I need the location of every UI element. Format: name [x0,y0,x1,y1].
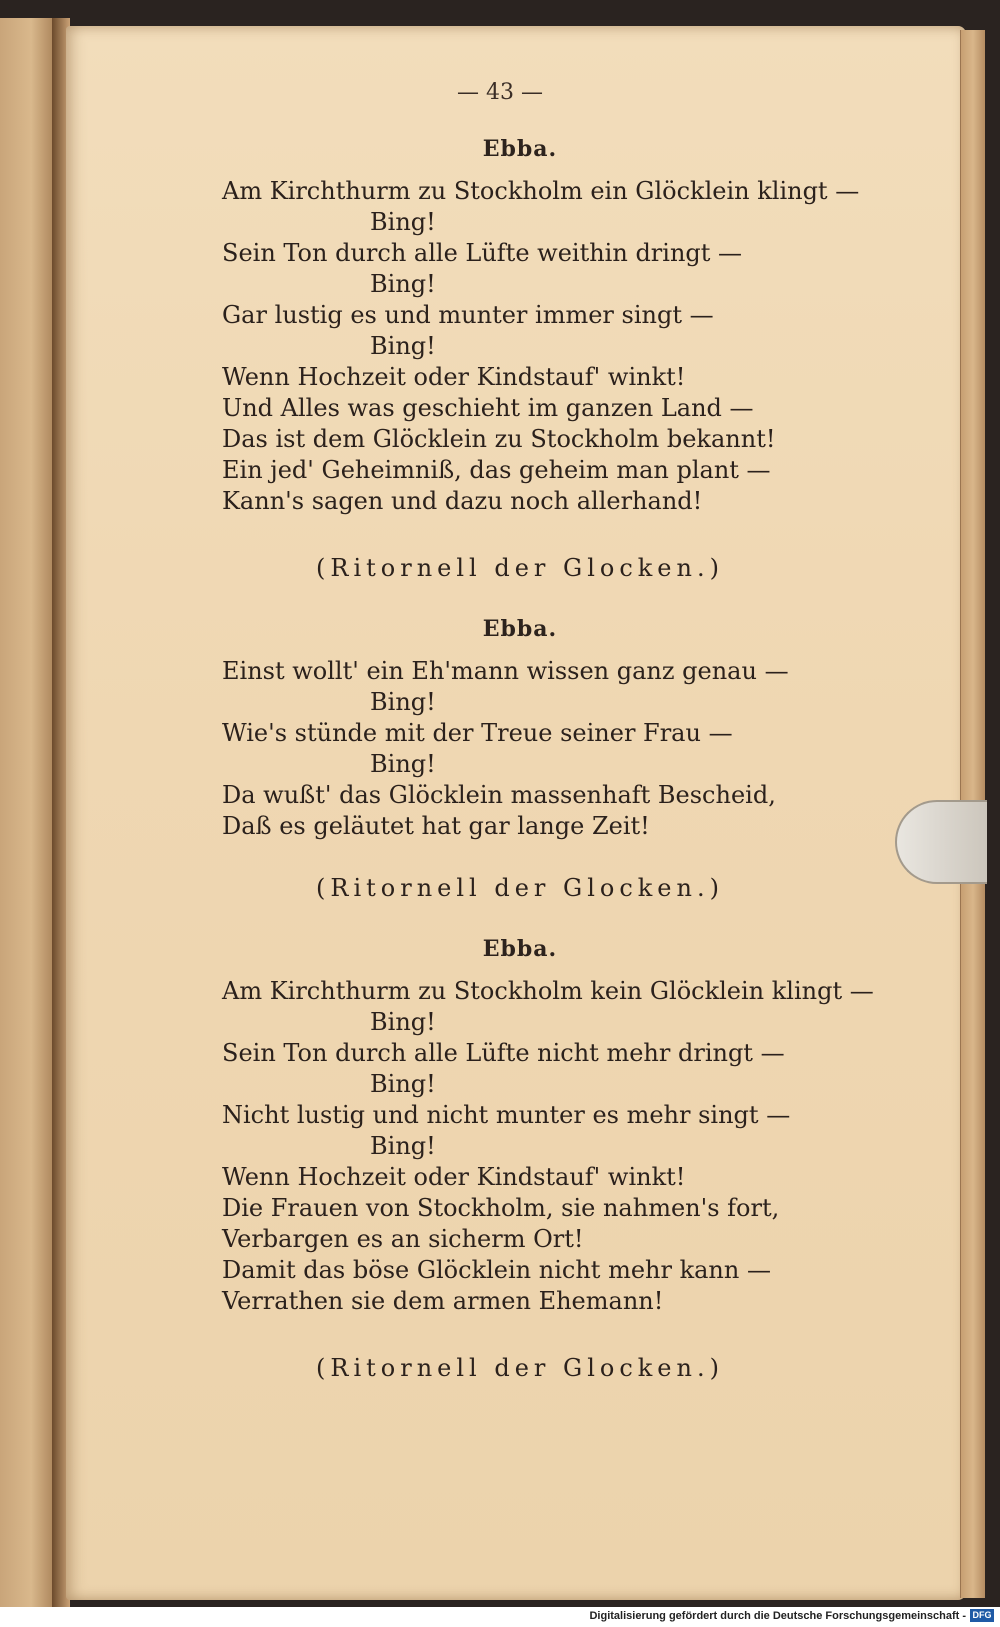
verse-line: Und Alles was geschieht im ganzen Land — [222,394,754,422]
verse-stanza-1 [222,176,942,517]
verse-line: Verbargen es an sicherm Ort! [222,1225,584,1253]
speaker-name: Ebba. [482,136,558,162]
verse-line: Bing! [370,688,436,716]
digitization-credit: Digitalisierung gefördert durch die Deutsche Forschungsgemeinschaft - [589,1610,966,1622]
verse-line: Damit das böse Glöcklein nicht mehr kann — [222,1256,771,1284]
verse-line: Das ist dem Glöcklein zu Stockholm bekannt! [222,425,776,453]
verse-line: Bing! [370,750,436,778]
verse-line: Bing! [370,1008,436,1036]
verse-line: Bing! [370,270,436,298]
verse-stanza-2 [222,656,942,842]
verse-line: Wenn Hochzeit oder Kindstauf' winkt! [222,363,686,391]
verse-line: Sein Ton durch alle Lüfte nicht mehr dringt — [222,1039,785,1067]
dfg-logo: DFG [970,1609,994,1622]
verse-line: Nicht lustig und nicht munter es mehr singt — [222,1101,791,1129]
stage-direction: (Ritornell der Glocken.) [316,874,724,902]
speaker-name: Ebba. [482,616,558,642]
verse-line: Daß es geläutet hat gar lange Zeit! [222,812,650,840]
verse-line: Bing! [370,332,436,360]
stage-direction: (Ritornell der Glocken.) [316,1354,724,1382]
verse-line: Ein jed' Geheimniß, das geheim man plant — [222,456,771,484]
verse-line: Wenn Hochzeit oder Kindstauf' winkt! [222,1163,686,1191]
verse-line: Sein Ton durch alle Lüfte weithin dringt — [222,239,743,267]
verse-line: Bing! [370,1070,436,1098]
verse-line: Bing! [370,1132,436,1160]
verse-line: Verrathen sie dem armen Ehemann! [222,1287,664,1315]
stage-direction: (Ritornell der Glocken.) [316,554,724,582]
verse-stanza-3 [222,976,942,1317]
verse-line: Am Kirchthurm zu Stockholm ein Glöcklein klingt — [222,177,860,205]
page-number: — 43 — [457,80,543,105]
verse-line: Da wußt' das Glöcklein massenhaft Bescheid, [222,781,776,809]
verse-line: Einst wollt' ein Eh'mann wissen ganz genau — [222,657,789,685]
speaker-name: Ebba. [482,936,558,962]
verse-line: Kann's sagen und dazu noch allerhand! [222,487,703,515]
verse-line: Am Kirchthurm zu Stockholm kein Glöcklein klingt — [222,977,874,1005]
verse-line: Gar lustig es und munter immer singt — [222,301,714,329]
verse-line: Wie's stünde mit der Treue seiner Frau — [222,719,733,747]
verse-line: Die Frauen von Stockholm, sie nahmen's fort, [222,1194,780,1222]
verse-line: Bing! [370,208,436,236]
